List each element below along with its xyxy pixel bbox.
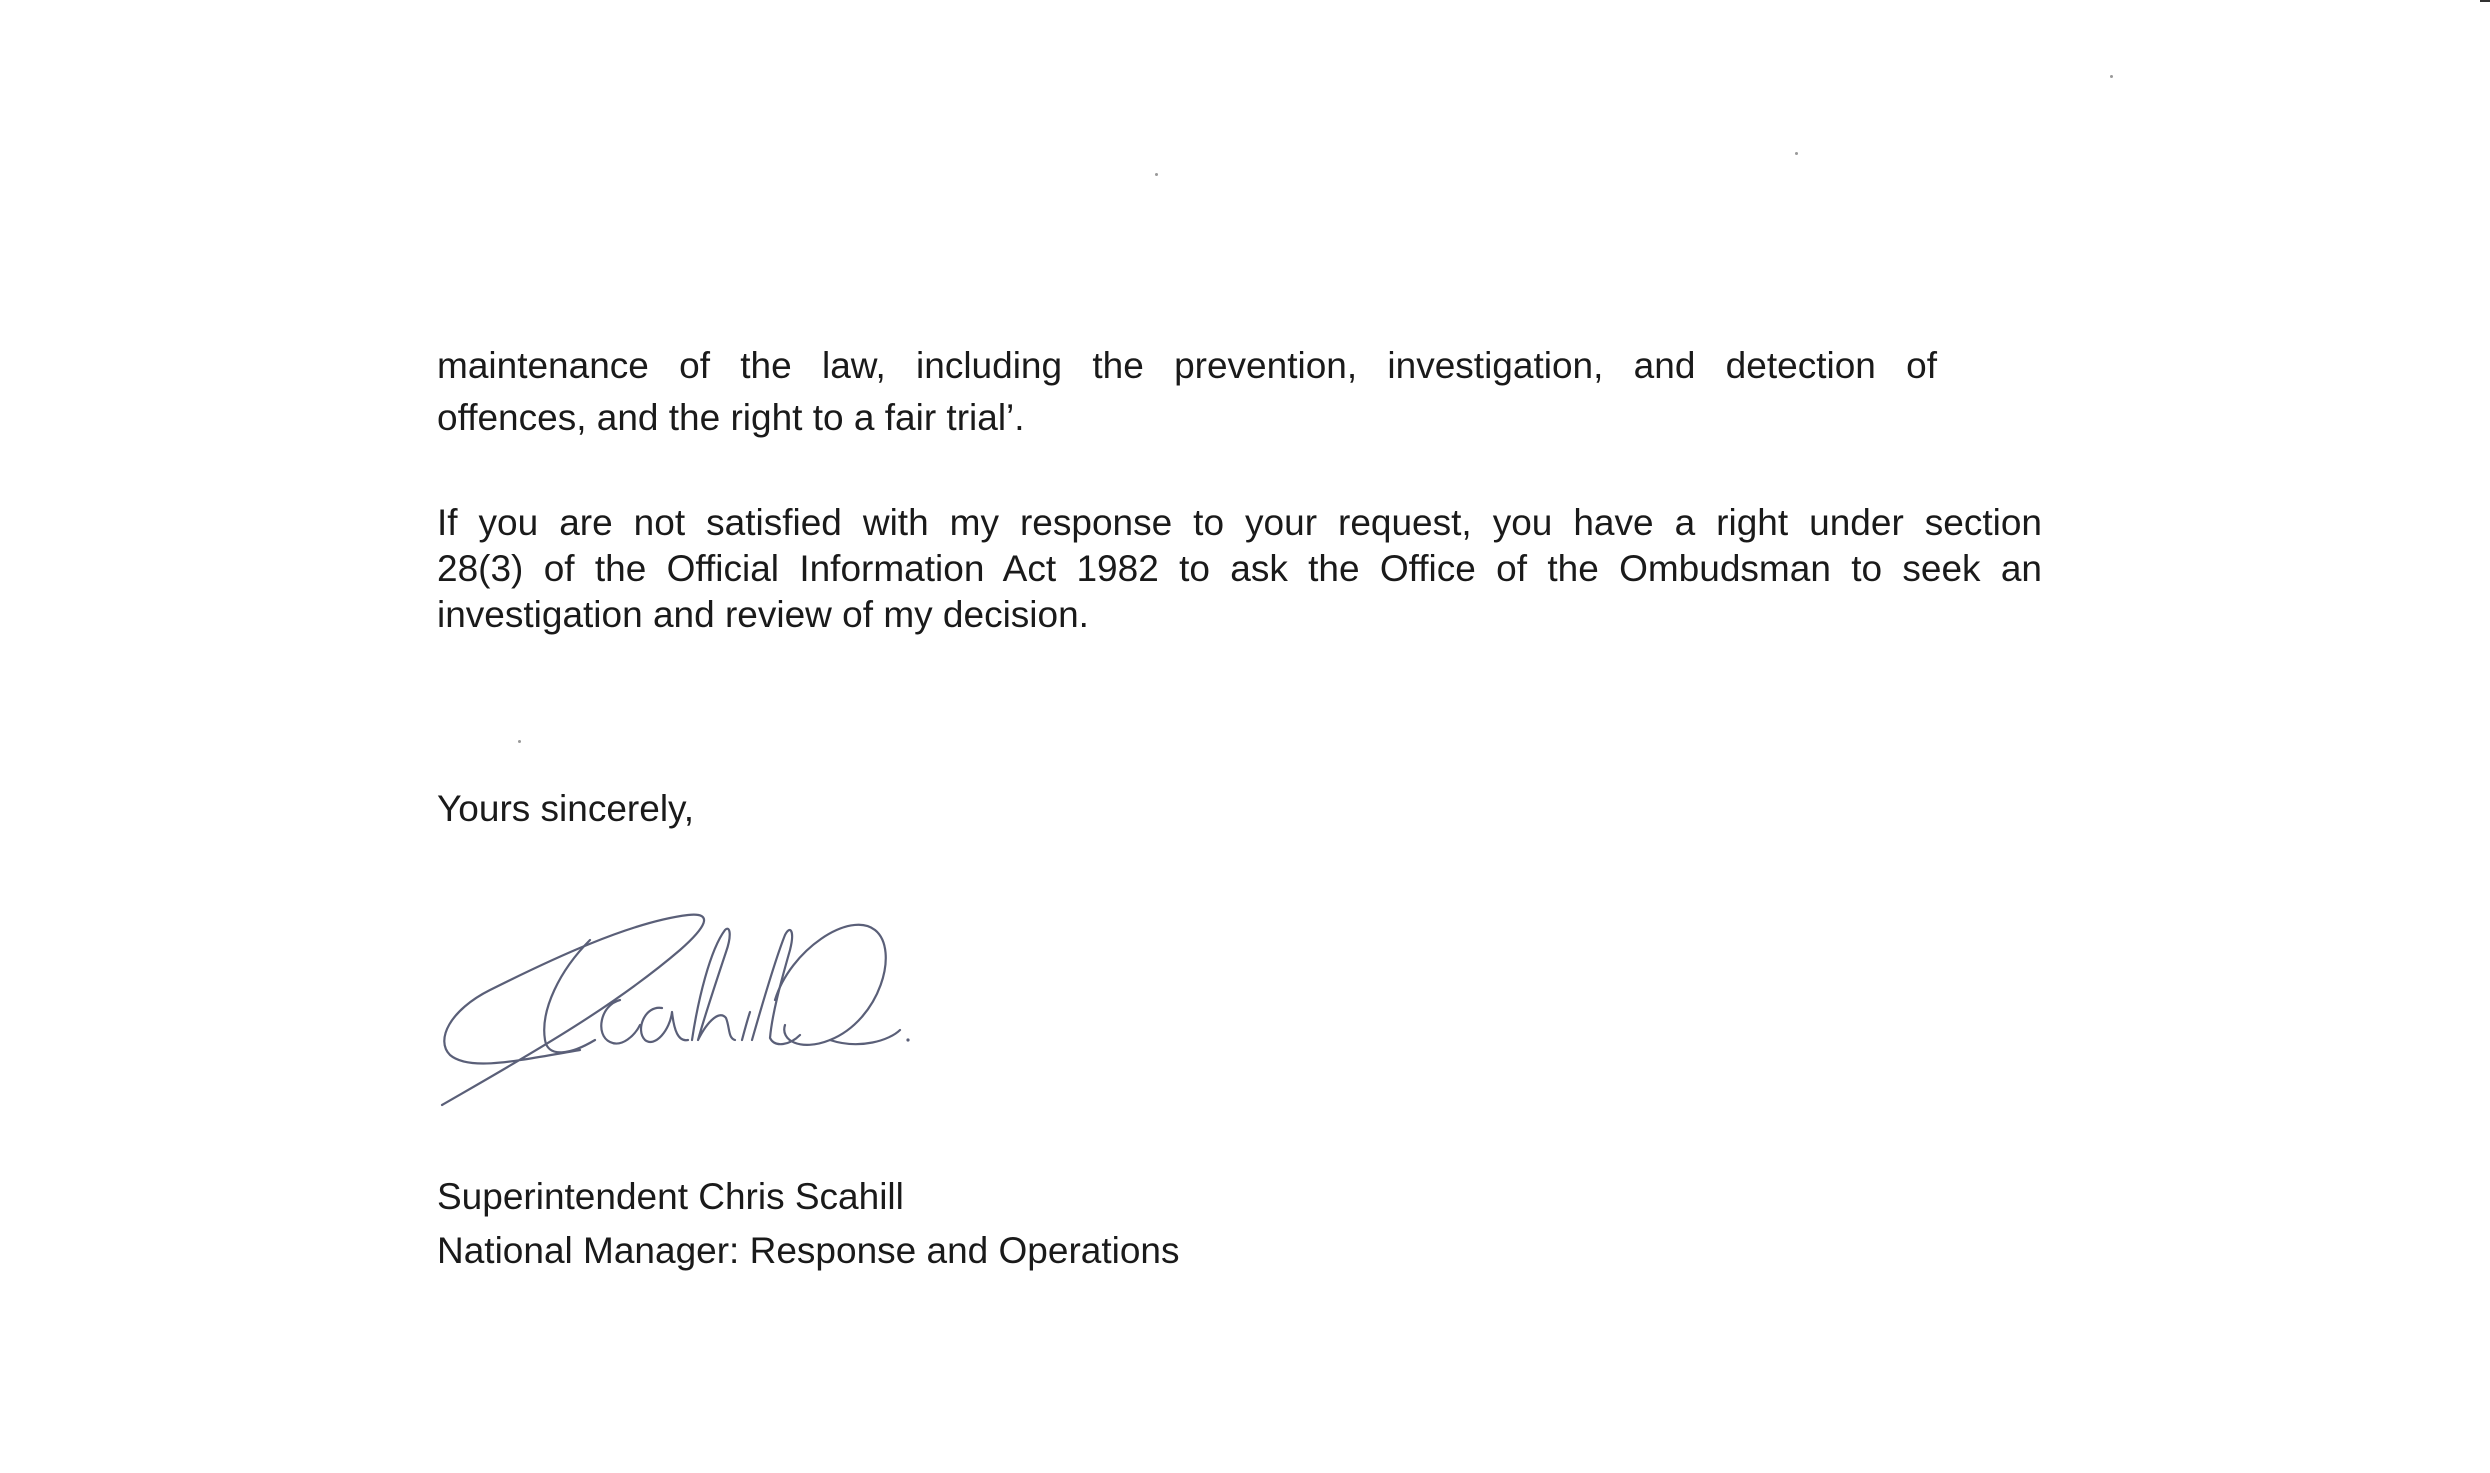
- handwritten-signature: [430, 890, 930, 1120]
- paragraph-line: offences, and the right to a fair trial’.: [437, 397, 1025, 438]
- signatory-block: [437, 1170, 1180, 1278]
- scan-speck: [1155, 173, 1158, 176]
- scan-speck: [1795, 152, 1798, 155]
- scan-speck: [518, 740, 521, 743]
- scan-speck: [2110, 75, 2113, 78]
- paragraph-line: maintenance of the law, including the prevention, investigation, and detection of: [437, 345, 1937, 386]
- paragraph-line: investigation and review of my decision.: [437, 594, 1089, 635]
- scan-edge-mark: [2480, 0, 2490, 2]
- paragraph-line: If you are not satisfied with my response to your request, you have a right under section: [437, 502, 2042, 543]
- paragraph-line: 28(3) of the Official Information Act 1982 to ask the Office of the Ombudsman to seek an: [437, 548, 2042, 589]
- signatory-name: Superintendent Chris Scahill: [437, 1176, 904, 1217]
- signatory-title: National Manager: Response and Operations: [437, 1230, 1180, 1271]
- paragraph-legal-context: [437, 340, 1937, 444]
- closing-salutation: Yours sincerely,: [437, 788, 695, 829]
- paragraph-ombudsman-review: [437, 500, 2042, 638]
